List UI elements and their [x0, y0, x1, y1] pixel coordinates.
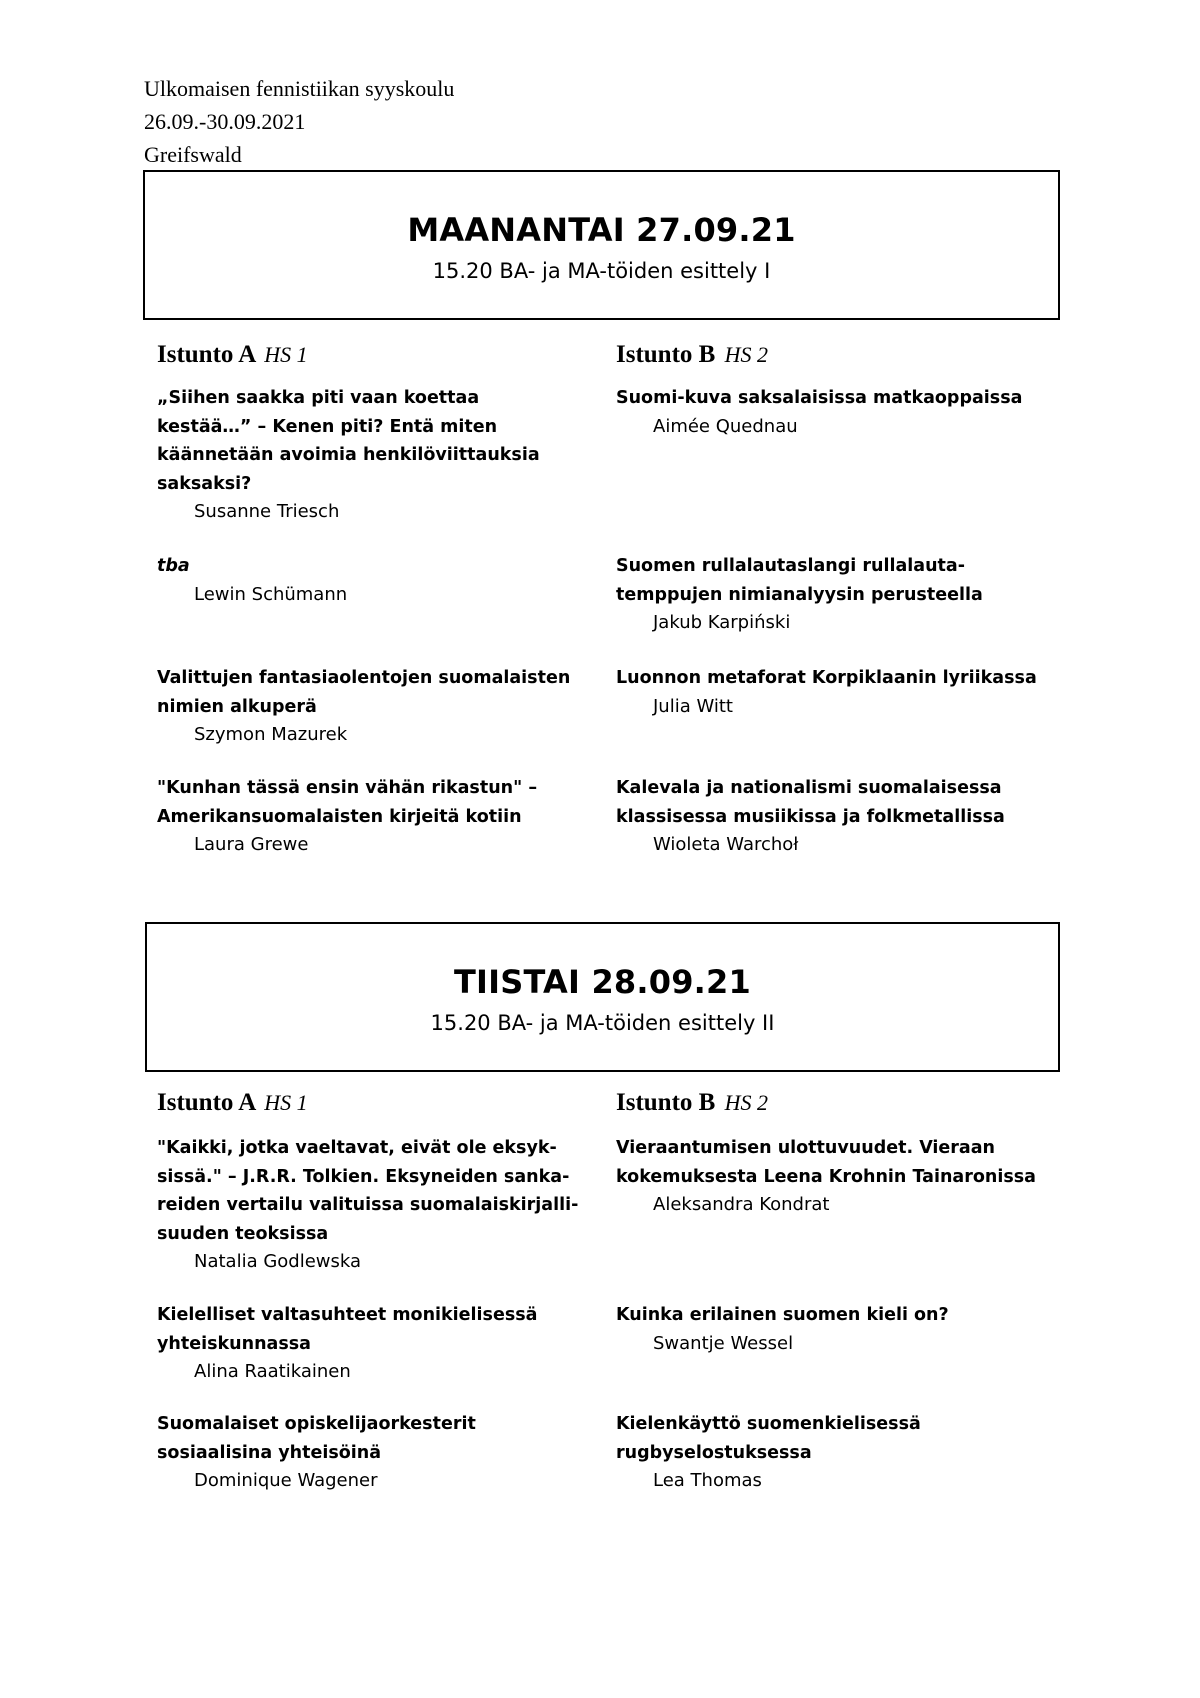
talk-title-line: temppujen nimianalyysin perusteella — [616, 584, 983, 605]
session-label: Istunto A — [157, 1089, 255, 1116]
school-name: Ulkomaisen fennistiikan syyskoulu — [144, 76, 455, 101]
talk-item — [616, 384, 1056, 441]
session-heading — [157, 1087, 597, 1119]
talk-title-line: "Kunhan tässä ensin vähän rikastun" – — [157, 778, 538, 798]
talk-item — [616, 1410, 1056, 1496]
talk-title-line: suuden teoksissa — [157, 1223, 329, 1244]
session-heading — [157, 339, 597, 371]
talk-title-line: reiden vertailu valituissa suomalaiskirjalli- — [157, 1195, 579, 1215]
talk-author: Julia Witt — [653, 695, 733, 717]
talk-title-line: Suomalaiset opiskelijaorkesterit — [157, 1414, 476, 1434]
talk-title — [616, 1134, 1056, 1191]
talk-title-line: sosiaalisina yhteisöinä — [157, 1442, 382, 1463]
talk-title-line: Kalevala ja nationalismi suomalaisessa — [616, 778, 1002, 798]
talk-title-line: yhteiskunnassa — [157, 1333, 311, 1354]
talk-title — [157, 552, 597, 581]
session-room: HS 1 — [264, 1090, 308, 1115]
talk-item — [616, 664, 1056, 721]
document-header — [144, 72, 454, 171]
talk-author: Susanne Triesch — [194, 501, 340, 522]
talk-item — [157, 552, 597, 609]
talk-title-line: käännetään avoimia henkilöviittauksia — [157, 445, 540, 465]
talk-item — [157, 664, 597, 750]
talk-author: Alina Raatikainen — [194, 1361, 351, 1382]
talk-item — [616, 552, 1056, 638]
talk-item — [157, 1301, 597, 1387]
talk-author: Wioleta Warchoł — [653, 834, 799, 855]
talk-title-line: Vieraantumisen ulottuvuudet. Vieraan — [616, 1138, 996, 1158]
day-title: TIISTAI 28.09.21 — [454, 963, 751, 1001]
school-location: Greifswald — [144, 142, 242, 167]
session-room: HS 2 — [724, 342, 768, 367]
day-subtitle: 15.20 BA- ja MA-töiden esittely I — [432, 259, 771, 283]
talk-author: Aimée Quednau — [653, 415, 798, 437]
talk-author: Swantje Wessel — [653, 1332, 794, 1354]
session-heading — [616, 1087, 1056, 1119]
talk-title-line: tba — [157, 556, 190, 576]
talk-title-line: Amerikansuomalaisten kirjeitä kotiin — [157, 806, 522, 827]
talk-item — [157, 384, 597, 527]
talk-item — [157, 774, 597, 860]
tuesday-session-a — [157, 1087, 597, 1491]
talk-author: Dominique Wagener — [194, 1470, 378, 1491]
talk-title-line: Kielelliset valtasuhteet monikielisessä — [157, 1305, 538, 1325]
talk-title — [616, 552, 1056, 609]
day-box-tuesday — [145, 922, 1060, 1072]
talk-title-line: Suomi-kuva saksalaisissa matkaoppaissa — [616, 388, 1023, 408]
talk-title-line: "Kaikki, jotka vaeltavat, eivät ole eksyk- — [157, 1138, 557, 1158]
talk-title-line: nimien alkuperä — [157, 696, 317, 717]
session-label: Istunto B — [616, 341, 716, 368]
talk-title — [616, 1410, 1056, 1467]
talk-author: Lewin Schümann — [194, 583, 348, 605]
talk-title-line: rugbyselostuksessa — [616, 1442, 812, 1463]
day-subtitle: 15.20 BA- ja MA-töiden esittely II — [430, 1011, 775, 1035]
talk-title — [616, 384, 1056, 413]
school-dates: 26.09.-30.09.2021 — [144, 109, 306, 134]
talk-title — [616, 664, 1056, 693]
talk-title — [157, 664, 597, 721]
talk-item — [616, 774, 1056, 860]
day-title: MAANANTAI 27.09.21 — [407, 211, 796, 249]
talk-title-line: kokemuksesta Leena Krohnin Tainaronissa — [616, 1166, 1036, 1187]
talk-title-line: saksaksi? — [157, 473, 252, 494]
talk-author: Lea Thomas — [653, 1470, 762, 1491]
talk-title — [157, 1301, 597, 1358]
session-room: HS 1 — [264, 342, 308, 367]
talk-item — [616, 1301, 1056, 1358]
talk-author: Aleksandra Kondrat — [653, 1194, 830, 1215]
talk-title-line: „Siihen saakka piti vaan koettaa — [157, 388, 480, 408]
session-room: HS 2 — [724, 1090, 768, 1115]
tuesday-session-b — [616, 1087, 1056, 1491]
talk-title-line: Valittujen fantasiaolentojen suomalaisten — [157, 668, 571, 688]
talk-title-line: Luonnon metaforat Korpiklaanin lyriikassa — [616, 668, 1037, 688]
talk-item — [157, 1134, 597, 1277]
talk-author: Jakub Karpiński — [653, 612, 791, 633]
talk-title-line: sissä." – J.R.R. Tolkien. Eksyneiden sanka- — [157, 1166, 570, 1187]
talk-item — [616, 1134, 1056, 1220]
monday-session-b — [616, 339, 1056, 855]
session-heading — [616, 339, 1056, 371]
talk-title — [616, 1301, 1056, 1330]
talk-title — [157, 384, 597, 498]
monday-session-a — [157, 339, 597, 855]
talk-title — [157, 1410, 597, 1467]
talk-author: Szymon Mazurek — [194, 724, 348, 745]
talk-author: Natalia Godlewska — [194, 1251, 362, 1272]
talk-item — [157, 1410, 597, 1496]
talk-title — [157, 774, 597, 831]
talk-author: Laura Grewe — [194, 834, 309, 855]
talk-title-line: kestää…” – Kenen piti? Entä miten — [157, 416, 498, 437]
talk-title — [157, 1134, 597, 1248]
talk-title-line: Suomen rullalautaslangi rullalauta- — [616, 556, 965, 576]
talk-title-line: klassisessa musiikissa ja folkmetallissa — [616, 806, 1005, 827]
session-label: Istunto B — [616, 1089, 716, 1116]
talk-title-line: Kuinka erilainen suomen kieli on? — [616, 1305, 949, 1325]
talk-title-line: Kielenkäyttö suomenkielisessä — [616, 1414, 921, 1434]
session-label: Istunto A — [157, 341, 255, 368]
talk-title — [616, 774, 1056, 831]
day-box-monday — [143, 170, 1060, 320]
